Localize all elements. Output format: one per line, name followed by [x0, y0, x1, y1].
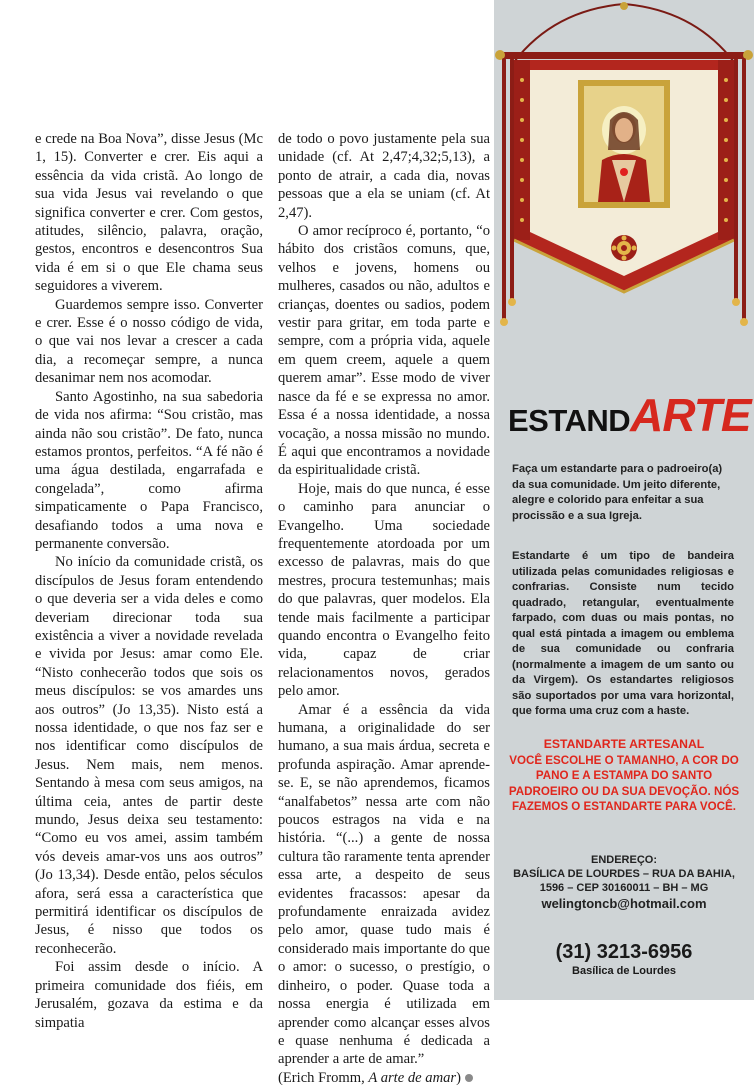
paragraph: Santo Agostinho, na sua sabedoria de vida nos afirma: “Sou cristão, mas ainda não sou cristão”. De fato, nunca estamos prontos, perfeitos. “A fé não é uma água destilada, engarrafada e congelada”, como afirma simpaticamente o Papa Francisco, desafiando todos a uma nova e permanente conversão.	[35, 388, 263, 552]
citation-title: A arte de amar	[368, 1069, 457, 1086]
place-name: Basílica de Lourdes	[572, 965, 676, 977]
banner-illustration	[494, 0, 754, 385]
address-line-2: 1596 – CEP 30160011 – BH – MG	[539, 882, 709, 894]
ad-contact	[494, 853, 754, 913]
paragraph: Guardemos sempre isso. Converter e crer. Esse é o nosso código de vida, o que vai nos levar a crescer a cada dia, a recomeçar sempre, a nunca desanimar nem nos acomodar.	[35, 296, 263, 387]
citation	[278, 1069, 490, 1087]
ad-intro: Faça um estandarte para o padroeiro(a) da sua comunidade. Um jeito diferente, alegre e colorido para enfeitar a sua procissão e a sua Igreja.	[512, 463, 723, 522]
ad-offer-title: ESTANDARTE ARTESANAL	[543, 737, 705, 751]
email-link[interactable]: welingtoncb@hotmail.com	[541, 896, 707, 911]
ad-description: Estandarte é um tipo de bandeira utilizada pelas comunidades religiosas e confrarias. Consiste num tecido quadrado, retangular, eventualmente farpado, com duas ou mais pontas, no qual está pintada a imagem ou emblema de sua comunidade ou confraria (normalmente a imagem de um santo ou da Virgem). Os estandartes religiosos são suportados por uma vara horizontal, que forma uma cruz com a haste.	[512, 550, 734, 717]
phone-number[interactable]: (31) 3213-6956	[555, 941, 693, 963]
estandarte-logo	[508, 388, 751, 442]
advertisement-panel	[494, 0, 754, 1000]
ad-phone-block	[494, 940, 754, 978]
logo-estand: ESTAND	[508, 403, 631, 438]
paragraph: O amor recíproco é, portanto, “o hábito dos cristãos comuns, que, velhos e jovens, homens ou mulheres, casados ou não, adultos e crianças, doentes ou sadios, podem vestir para gritar, em toda parte e sempre, com a própria vida, aquele em quem creem, aquele a quem querem amar”. Esse modo de viver nasce da fé e se expressa no amor. Essa é a nossa identidade, a nossa vocação, a nossa missão no mundo. É aqui que encontramos a novidade da espiritualidade cristã.	[278, 223, 490, 479]
end-mark-icon	[465, 1074, 473, 1082]
article-column-1	[35, 130, 263, 1032]
citation-prefix: (Erich Fromm,	[278, 1069, 369, 1086]
paragraph: de todo o povo justamente pela sua unidade (cf. At 2,47;4,32;5,13), a ponto de atrair, a cada dia, novas pessoas que a ela se uniam (cf. At 2,47).	[278, 131, 490, 221]
paragraph: Foi assim desde o início. A primeira comunidade dos fiéis, em Jerusalém, gozava da estima e da simpatia	[35, 959, 263, 1031]
paragraph: e crede na Boa Nova”, disse Jesus (Mc 1, 15). Converter e crer. Eis aqui a essência da vida cristã. Ao longo de sua vida Jesus vai revelando o que significa converter e crer. Com gestos, atitudes, silêncio, palavra, oração, gestos, encontros e desencontros Sua vida é em si o que Ele chama seus seguidores a viverem.	[35, 131, 263, 295]
paragraph: Amar é a essência da vida humana, a originalidade do ser humano, a sua mais árdua, secreta e profunda aspiração. Amar aprende-se. E, se não aprendemos, ficamos “analfabetos” nessa arte com não poucos estragos na vida e na história. “(...) a gente de nossa cultura tão raramente tenta aprender essa arte, a despeito de seus evidentes fracassos: apesar da profundamente enraizada avidez pelo amor, quase tudo mais é considerado mais importante do que o amor: o sucesso, o prestígio, o dinheiro, o poder. Quase toda a nossa energia é utilizada em aprender como alcançar esses alvos e quase nenhuma é dedicada a aprender a arte de amar.”	[278, 701, 490, 1068]
paragraph: No início da comunidade cristã, os discípulos de Jesus foram entendendo o que deveria ser a vida deles e como deveriam direcionar toda sua existência a viver a novidade revelada e vivida por Jesus: amar como Ele. “Nisto conhecerão todos que sois os meus discípulos: se vos amardes uns aos outros” (Jo 13,35). Nisto está a nossa identidade, o que nos faz ser e nos identificar como discípulos de Jesus. Nem mais, nem menos. Sentando à mesa com seus amigos, na última ceia, antes de partir deste mundo, Jesus deixa seu testamento: “Como eu vos amei, assim também vós deveis amar-vos uns aos outros” (Jo 13,34). Desde então, pelos séculos afora, será essa a característica que permitirá identificar os discípulos de Jesus, é nisso que todos os reconhecerão.	[35, 554, 263, 957]
article-column-2	[278, 130, 490, 1087]
paragraph: Hoje, mais do que nunca, é esse o caminho para anunciar o Evangelho. Uma sociedade frequentemente atordoada por um excesso de palavras, mais do que mestres, procura testemunhas; mais do que palavras, quer modelos. Ela tende mais facilmente a participar quando encontra o Evangelho feito vida, capaz de criar relacionamentos novos, gerados pelo amor.	[278, 480, 490, 700]
ad-offer-text: VOCÊ ESCOLHE O TAMANHO, A COR DO PANO E A ESTAMPA DO SANTO PADROEIRO OU DA SUA DEVOÇÃO. NÓS FAZEMOS O ESTANDARTE PARA VOCÊ.	[508, 753, 740, 814]
logo-arte: ARTE	[630, 389, 751, 441]
address-line-1: BASÍLICA DE LOURDES – RUA DA BAHIA,	[513, 868, 735, 880]
address-label: ENDEREÇO:	[590, 854, 657, 866]
ad-offer	[506, 737, 742, 815]
citation-suffix: )	[456, 1069, 461, 1086]
